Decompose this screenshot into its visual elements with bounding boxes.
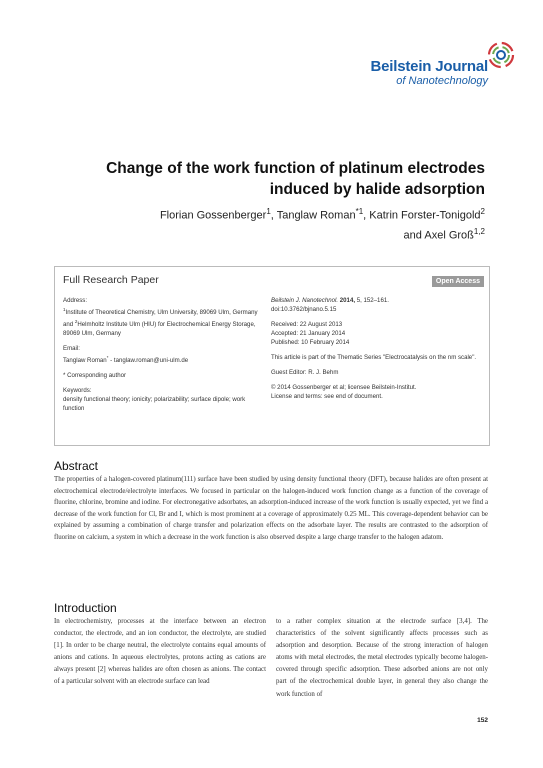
info-right-column: [271, 296, 483, 407]
author-line-2: [55, 224, 485, 244]
address-2: Helmholtz Institute Ulm (HIU) for Electrochemical Energy Storage, 89069 Ulm, Germany: [63, 321, 256, 338]
author-list: [55, 204, 485, 243]
open-access-badge: Open Access: [432, 276, 484, 287]
email-block: [63, 344, 263, 365]
author-connector: and: [403, 229, 422, 242]
author-affiliation: *1: [355, 207, 364, 216]
address-1: Institute of Theoretical Chemistry, Ulm University, 89069 Ulm, Germany and: [63, 309, 258, 329]
article-info-box: [54, 266, 490, 446]
keywords-label: Keywords:: [63, 387, 92, 395]
introduction-column-right: to a rather complex situation at the electrode surface [3,4]. The characteristics of the solvent significantly affects processes such as adsorption and desorption. Because of the strong interaction of halogen atoms with metal electrodes, the metal electrodes typically become halogen-covered through specific adsorption. These adsorbed anions are not only part of the electrochemical double layer, in general they also change the work function of: [276, 618, 488, 698]
citation-block: [271, 296, 483, 314]
paper-type: Full Research Paper: [63, 274, 159, 286]
author-name: Katrin Forster-Tonigold: [369, 209, 481, 222]
affiliation-mark: 2: [74, 319, 78, 325]
abstract-heading: Abstract: [54, 459, 99, 473]
author-line-1: Florian Gossenberger$^1$, Tanglaw Roman$^{*1}$, Katrin Forster-Tonigold$^2$: [159, 207, 485, 222]
thematic-series[interactable]: This article is part of the Thematic Series "Electrocatalysis on the nm scale".: [271, 354, 477, 361]
address-block: [63, 296, 263, 338]
author-name: Axel Groß: [424, 229, 474, 242]
journal-name: Beilstein Journal: [370, 58, 488, 75]
email-name: Tanglaw Roman: [63, 357, 107, 365]
citation-rest: 5, 152–161.: [355, 297, 389, 304]
doi-link[interactable]: doi:10.3762/bjnano.5.15: [271, 306, 337, 313]
info-left-column: [63, 296, 263, 419]
author-affiliation: 1,2: [473, 226, 485, 236]
email-label: Email:: [63, 345, 80, 353]
copyright: © 2014 Gossenberger et al; licensee Beilstein-Institut.: [271, 384, 417, 391]
introduction-heading: Introduction: [54, 601, 117, 615]
address-label: Address:: [63, 297, 88, 304]
corresponding-note: * Corresponding author: [63, 372, 127, 380]
introduction-column-left: In electrochemistry, processes at the interface between an electron conductor, the electrode, and an ion conductor, the electrolyte, are studied [1]. In order to be charge neutral, the electrolyte contains equal amounts of anions and cations. In aqueous electrolytes, protons acting as cations are always present [2] whereas halides are often chosen as anions. The contact of a particular solvent with an electrode surface can lead: [54, 618, 266, 686]
author-name: Florian Gossenberger: [159, 209, 267, 222]
received-date: Received: 22 August 2013: [271, 321, 343, 328]
citation-journal: Beilstein J. Nanotechnol.: [271, 297, 339, 304]
dates-block: [271, 320, 483, 347]
article-title: Change of the work function of platinum electrodes induced by halide adsorption: [106, 160, 485, 198]
journal-subtitle: of Nanotechnology: [396, 75, 488, 87]
page-number: 152: [477, 717, 488, 724]
guest-editor: Guest Editor: R. J. Behm: [271, 369, 339, 376]
email-link[interactable]: - tanglaw.roman@uni-ulm.de: [108, 357, 189, 365]
author-affiliation: 1: [266, 207, 271, 216]
keywords-block: [63, 386, 263, 413]
beilstein-logo-icon: [486, 40, 516, 70]
author-name: Tanglaw Roman: [276, 209, 356, 222]
citation-year: 2014,: [339, 297, 356, 304]
published-date: Published: 10 February 2014: [271, 339, 350, 346]
license-link[interactable]: License and terms: see end of document.: [271, 393, 383, 400]
keywords: density functional theory; ionicity; polarizability; surface dipole; work function: [63, 396, 246, 413]
copyright-block: [271, 383, 483, 401]
journal-logo: [362, 58, 488, 87]
accepted-date: Accepted: 21 January 2014: [271, 330, 346, 337]
abstract-text: The properties of a halogen-covered platinum(111) surface have been studied by using density functional theory (DFT), because halides are often present at electrochemical electrode/electrolyte interfaces. We focused in particular on the halogen-induced work function change as a function of the coverage of fluorine, chlorine, bromine and iodine. For electronegative adsorbates, an adsorption-induced increase of the work function is usually expected, yet we find a decrease of the work function for Cl, Br and I, which is most prominent at a coverage of approximately 0.25 ML. This coverage-dependent behavior can be explained by assuming a combination of charge transfer and polarization effects on the adsorbate layer. The results are contrasted to the adsorption of fluorine on calcium, a system in which a decrease in the work function is also observed despite a large charge transfer to the halogen adatom.: [54, 476, 488, 541]
author-affiliation: 2: [480, 207, 485, 216]
corresponding-mark: *: [106, 355, 109, 361]
affiliation-mark: 1: [63, 307, 66, 312]
